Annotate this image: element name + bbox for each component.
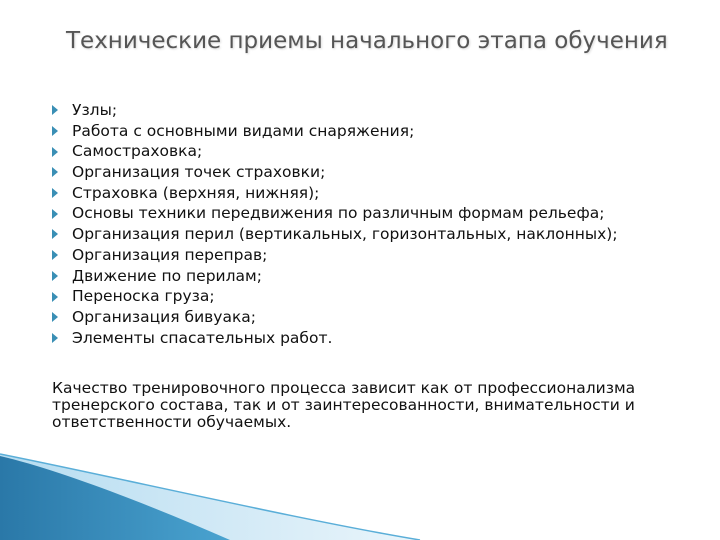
bullet-text: Элементы спасательных работ. (72, 328, 333, 347)
bullet-item (52, 203, 618, 224)
summary-note: Качество тренировочного процесса зависит как от профессионализма тренерского состава, так и от заинтересованности, внимательности и ответственности обучаемых. (52, 379, 636, 431)
triangle-bullet-icon (52, 209, 58, 219)
bullet-text: Страховка (верхняя, нижняя); (72, 183, 320, 202)
triangle-bullet-icon (52, 105, 58, 115)
bullet-item (52, 100, 618, 121)
triangle-bullet-icon (52, 147, 58, 157)
bullet-text: Движение по перилам; (72, 266, 262, 285)
bullet-item (52, 266, 618, 287)
bullet-text: Организация точек страховки; (72, 163, 326, 182)
bullet-text: Организация переправ; (72, 245, 268, 264)
bullet-item (52, 162, 618, 183)
bullet-text: Переноска груза; (72, 287, 215, 306)
triangle-bullet-icon (52, 312, 58, 322)
bullet-item (52, 245, 618, 266)
bullet-item (52, 286, 618, 307)
triangle-bullet-icon (52, 250, 58, 260)
triangle-bullet-icon (52, 271, 58, 281)
wave-stroke (0, 454, 420, 540)
slide-title: Технические приемы начального этапа обучения (66, 28, 668, 54)
bullet-text: Организация бивуака; (72, 307, 257, 326)
bullet-text: Самостраховка; (72, 142, 203, 161)
triangle-bullet-icon (52, 229, 58, 239)
bullet-item (52, 328, 618, 349)
triangle-bullet-icon (52, 333, 58, 343)
triangle-bullet-icon (52, 188, 58, 198)
bullet-item (52, 141, 618, 162)
bullet-item (52, 121, 618, 142)
bullet-list (52, 100, 618, 348)
bullet-text: Основы техники передвижения по различным формам рельефа; (72, 204, 605, 223)
bullet-item (52, 224, 618, 245)
bullet-text: Работа с основными видами снаряжения; (72, 121, 415, 140)
wave-dark-band (0, 456, 230, 540)
bullet-item (52, 183, 618, 204)
bullet-text: Организация перил (вертикальных, горизонтальных, наклонных); (72, 225, 618, 244)
triangle-bullet-icon (52, 126, 58, 136)
triangle-bullet-icon (52, 167, 58, 177)
bullet-item (52, 307, 618, 328)
bullet-text: Узлы; (72, 101, 118, 119)
triangle-bullet-icon (52, 292, 58, 302)
wave-light-band (0, 454, 420, 540)
